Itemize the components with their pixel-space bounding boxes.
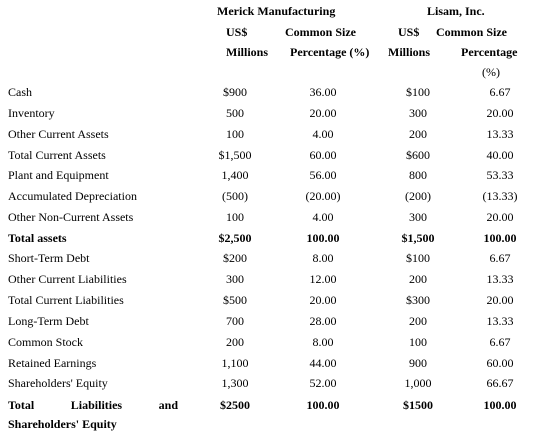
table-row xyxy=(0,353,534,373)
row-label: Other Non-Current Assets xyxy=(8,210,134,224)
merick-usd-header-line1: US$ xyxy=(226,25,248,39)
merick-pct-value: 100.00 xyxy=(306,231,340,245)
lisam-pct-value: 20.00 xyxy=(486,106,514,120)
row-label: Total Current Assets xyxy=(8,148,106,162)
merick-pct-value: (20.00) xyxy=(305,189,341,203)
lisam-usd-value: $1,500 xyxy=(401,231,435,245)
label-word: and xyxy=(158,398,178,412)
lisam-pct-value: 100.00 xyxy=(483,231,517,245)
table-row xyxy=(0,186,534,206)
row-label: Inventory xyxy=(8,106,55,120)
merick-usd-value: 300 xyxy=(226,272,244,286)
lisam-pct-header-line3: (%) xyxy=(482,65,500,79)
label-word: Total xyxy=(8,398,35,412)
merick-pct-value: 4.00 xyxy=(312,210,334,224)
lisam-usd-header-line1: US$ xyxy=(398,25,420,39)
lisam-pct-value: 13.33 xyxy=(486,272,514,286)
merick-pct-value: 100.00 xyxy=(306,398,340,412)
row-label: Retained Earnings xyxy=(8,356,97,370)
lisam-pct-header-line2: Percentage xyxy=(461,45,518,59)
merick-pct-value: 60.00 xyxy=(309,148,337,162)
merick-pct-value: 4.00 xyxy=(312,127,334,141)
lisam-pct-value: 13.33 xyxy=(486,314,514,328)
merick-usd-value: $900 xyxy=(223,85,247,99)
company-merick-header: Merick Manufacturing xyxy=(217,4,336,18)
lisam-pct-header-line1: Common Size xyxy=(436,25,507,39)
merick-usd-value: 500 xyxy=(226,106,244,120)
lisam-usd-value: $100 xyxy=(406,251,430,265)
merick-usd-value: (500) xyxy=(222,189,248,203)
merick-usd-value: $2,500 xyxy=(218,231,252,245)
merick-pct-value: 12.00 xyxy=(309,272,337,286)
merick-pct-value: 28.00 xyxy=(309,314,337,328)
row-label: Short-Term Debt xyxy=(8,251,90,265)
table-row xyxy=(0,311,534,331)
row-label: Total assets xyxy=(8,231,67,245)
lisam-usd-value: $100 xyxy=(406,85,430,99)
lisam-pct-value: 53.33 xyxy=(486,168,514,182)
merick-usd-value: 100 xyxy=(226,210,244,224)
table-row-total-liabilities-equity xyxy=(0,395,534,415)
merick-pct-header-line1: Common Size xyxy=(285,25,356,39)
merick-usd-value: 1,300 xyxy=(221,376,249,390)
lisam-usd-value: 100 xyxy=(409,335,427,349)
merick-usd-value: 700 xyxy=(226,314,244,328)
lisam-pct-value: 100.00 xyxy=(483,398,517,412)
merick-usd-value: 1,100 xyxy=(221,356,249,370)
merick-usd-value: 100 xyxy=(226,127,244,141)
company-lisam-header: Lisam, Inc. xyxy=(427,4,485,18)
table-row xyxy=(0,165,534,185)
table-row xyxy=(0,82,534,102)
lisam-pct-value: 13.33 xyxy=(486,127,514,141)
merick-usd-value: $200 xyxy=(223,251,247,265)
merick-usd-header-line2: Millions xyxy=(226,45,269,59)
lisam-usd-value: 200 xyxy=(409,272,427,286)
row-label: Shareholders' Equity xyxy=(8,376,108,390)
row-label: Common Stock xyxy=(8,335,84,349)
lisam-usd-value: 300 xyxy=(409,210,427,224)
lisam-usd-value: (200) xyxy=(405,189,431,203)
merick-pct-value: 20.00 xyxy=(309,106,337,120)
merick-pct-value: 20.00 xyxy=(309,293,337,307)
total-liabilities-label xyxy=(8,395,178,415)
table-row xyxy=(0,103,534,123)
lisam-pct-value: 6.67 xyxy=(489,85,511,99)
lisam-usd-header-line2: Millions xyxy=(388,45,431,59)
lisam-pct-value: 66.67 xyxy=(486,376,514,390)
merick-usd-value: $2500 xyxy=(220,398,250,412)
merick-pct-value: 36.00 xyxy=(309,85,337,99)
table-row xyxy=(0,248,534,268)
merick-usd-value: $500 xyxy=(223,293,247,307)
merick-usd-value: 1,400 xyxy=(221,168,249,182)
merick-pct-value: 8.00 xyxy=(312,251,334,265)
merick-pct-value: 44.00 xyxy=(309,356,337,370)
table-row xyxy=(0,290,534,310)
lisam-usd-value: 900 xyxy=(409,356,427,370)
row-label: Other Current Liabilities xyxy=(8,272,127,286)
merick-pct-value: 52.00 xyxy=(309,376,337,390)
table-row-total-assets xyxy=(0,228,534,248)
lisam-pct-value: 60.00 xyxy=(486,356,514,370)
lisam-pct-value: 40.00 xyxy=(486,148,514,162)
merick-pct-value: 56.00 xyxy=(309,168,337,182)
table-row xyxy=(0,124,534,144)
lisam-pct-value: 6.67 xyxy=(489,335,511,349)
lisam-pct-value: (13.33) xyxy=(482,189,518,203)
table-row xyxy=(0,269,534,289)
table-row xyxy=(0,145,534,165)
table-row xyxy=(0,332,534,352)
merick-usd-value: 200 xyxy=(226,335,244,349)
merick-usd-value: $1,500 xyxy=(218,148,252,162)
lisam-pct-value: 20.00 xyxy=(486,293,514,307)
lisam-usd-value: 1,000 xyxy=(404,376,432,390)
table-row xyxy=(0,373,534,393)
lisam-usd-value: $600 xyxy=(406,148,430,162)
lisam-usd-value: $1500 xyxy=(403,398,433,412)
row-label: Cash xyxy=(8,85,32,99)
lisam-pct-value: 20.00 xyxy=(486,210,514,224)
row-label: Accumulated Depreciation xyxy=(8,189,137,203)
lisam-usd-value: 200 xyxy=(409,314,427,328)
lisam-usd-value: 800 xyxy=(409,168,427,182)
merick-pct-header-line2: Percentage (%) xyxy=(290,45,370,59)
row-label: Plant and Equipment xyxy=(8,168,109,182)
label-word: Liabilities xyxy=(70,398,123,412)
total-liabilities-label-line2: Shareholders' Equity xyxy=(8,417,117,431)
lisam-usd-value: 300 xyxy=(409,106,427,120)
lisam-pct-value: 6.67 xyxy=(489,251,511,265)
merick-pct-value: 8.00 xyxy=(312,335,334,349)
table-row xyxy=(0,207,534,227)
row-label: Long-Term Debt xyxy=(8,314,89,328)
row-label: Total Current Liabilities xyxy=(8,293,124,307)
row-label: Other Current Assets xyxy=(8,127,109,141)
lisam-usd-value: 200 xyxy=(409,127,427,141)
lisam-usd-value: $300 xyxy=(406,293,430,307)
